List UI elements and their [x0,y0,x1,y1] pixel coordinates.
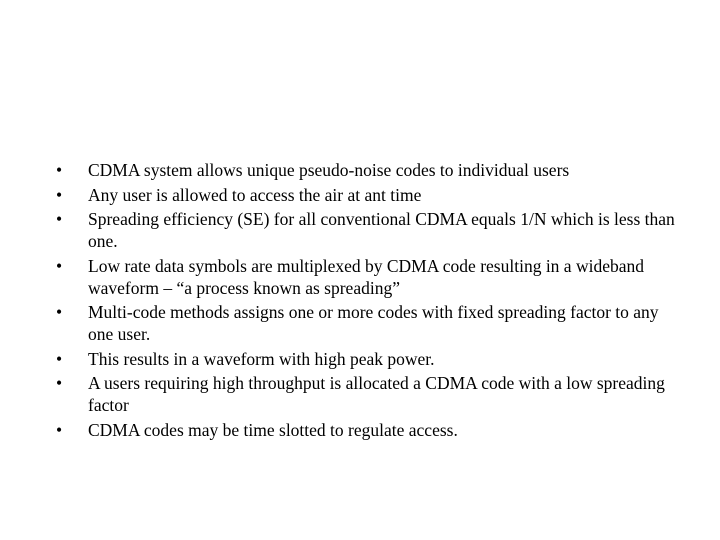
bullet-item-2 [56,184,676,206]
bullet-marker: • [56,160,63,180]
bullet-item-4 [56,255,676,299]
bullet-text: This results in a waveform with high peak power. [88,348,435,369]
bullet-text: A users requiring high throughput is allocated a CDMA code with a low spreading factor [88,373,665,415]
bullet-item-1 [56,159,676,181]
bullet-list [56,159,676,443]
bullet-item-8 [56,419,676,441]
bullet-marker: • [56,184,63,205]
bullet-text: Spreading efficiency (SE) for all conventional CDMA equals 1/N which is less than one. [88,209,675,251]
bullet-marker: • [56,419,63,440]
bullet-marker: • [56,348,63,369]
bullet-marker: • [56,373,63,393]
bullet-item-5 [56,301,676,345]
bullet-text: Multi-code methods assigns one or more codes with fixed spreading factor to any one user. [88,302,659,344]
bullet-item-6 [56,348,676,370]
bullet-text: CDMA codes may be time slotted to regulate access. [88,419,458,440]
bullet-item-3 [56,208,676,252]
bullet-marker: • [56,255,63,276]
bullet-marker: • [56,209,63,229]
bullet-text: Any user is allowed to access the air at ant time [88,184,422,205]
bullet-text: CDMA system allows unique pseudo-noise codes to individual users [88,160,570,180]
bullet-item-7 [56,372,676,416]
bullet-marker: • [56,302,63,322]
bullet-text: Low rate data symbols are multiplexed by CDMA code resulting in a wideband waveform – “a process known as spreading” [88,255,644,298]
